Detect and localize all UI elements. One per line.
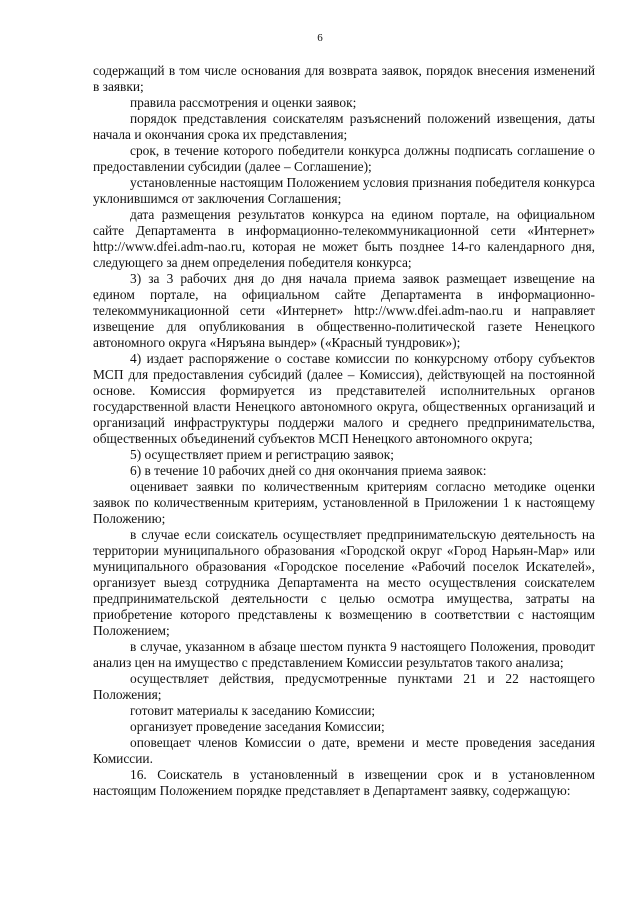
- paragraph-5: установленные настоящим Положением условия признания победителя конкурса уклонившимся от заключения Соглашения;: [93, 175, 595, 206]
- paragraph-15: готовит материалы к заседанию Комиссии;: [130, 703, 376, 718]
- page-number: 6: [317, 32, 323, 44]
- paragraph-2: правила рассмотрения и оценки заявок;: [130, 95, 357, 110]
- paragraph-7: 3) за 3 рабочих дня до дня начала приема заявок размещает извещение на едином портале, на официальном сайте Департамента в информационно-телекоммуникационной сети «Интернет» http://www.dfei.adm-nao.ru и направляет извещение для опубликования в общественно-политической газете Ненецкого автономного округа «Няръяна вындер» («Красный тундровик»);: [93, 271, 595, 350]
- paragraph-17: оповещает членов Комиссии о дате, времени и месте проведения заседания Комиссии.: [93, 735, 595, 766]
- paragraph-3: порядок представления соискателям разъяснений положений извещения, даты начала и окончания срока их представления;: [93, 111, 595, 142]
- paragraph-18: 16. Соискатель в установленный в извещении срок и в установленном настоящим Положением порядке представляет в Департамент заявку, содержащую:: [93, 767, 595, 798]
- paragraph-9: 5) осуществляет прием и регистрацию заявок;: [130, 447, 394, 462]
- paragraph-8: 4) издает распоряжение о составе комиссии по конкурсному отбору субъектов МСП для предоставления субсидий (далее – Комиссия), действующей на постоянной основе. Комиссия формируется из представителей исполнительных органов государственной власти Ненецкого автономного округа, общественных организаций и организаций инфраструктуры поддержи малого и среднего предпринимательства, общественных объединений субъектов МСП Ненецкого автономного округа;: [93, 351, 595, 446]
- paragraph-16: организует проведение заседания Комиссии;: [130, 719, 385, 734]
- paragraph-10: 6) в течение 10 рабочих дней со дня окончания приема заявок:: [130, 463, 487, 478]
- paragraph-14: осуществляет действия, предусмотренные пунктами 21 и 22 настоящего Положения;: [93, 671, 595, 702]
- paragraph-6: дата размещения результатов конкурса на едином портале, на официальном сайте Департамента в информационно-телекоммуникационной сети «Интернет» http://www.dfei.adm-nao.ru, которая не может быть позднее 14-го календарного дня, следующего за днем определения победителя конкурса;: [93, 207, 595, 270]
- paragraph-4: срок, в течение которого победители конкурса должны подписать соглашение о предоставлении субсидии (далее – Соглашение);: [93, 143, 595, 174]
- paragraph-11: оценивает заявки по количественным критериям согласно методике оценки заявок по количественным критериям, установленной в Приложении 1 к настоящему Положению;: [93, 479, 595, 526]
- paragraph-13: в случае, указанном в абзаце шестом пункта 9 настоящего Положения, проводит анализ цен на имущество с представлением Комиссии результатов такого анализа;: [93, 639, 595, 670]
- document-body: [93, 63, 595, 799]
- paragraph-12: в случае если соискатель осуществляет предпринимательскую деятельность на территории муниципального образования «Городской округ «Город Нарьян-Мар» или муниципального образования «Городское поселение «Рабочий поселок Искателей», организует выезд сотрудника Департамента на место осуществления соискателем предпринимательской деятельности с целью осмотра имущества, затраты на приобретение которого представлены к возмещению в соответствии с настоящим Положением;: [93, 527, 595, 638]
- paragraph-1: содержащий в том числе основания для возврата заявок, порядок внесения изменений в заявки;: [93, 63, 595, 94]
